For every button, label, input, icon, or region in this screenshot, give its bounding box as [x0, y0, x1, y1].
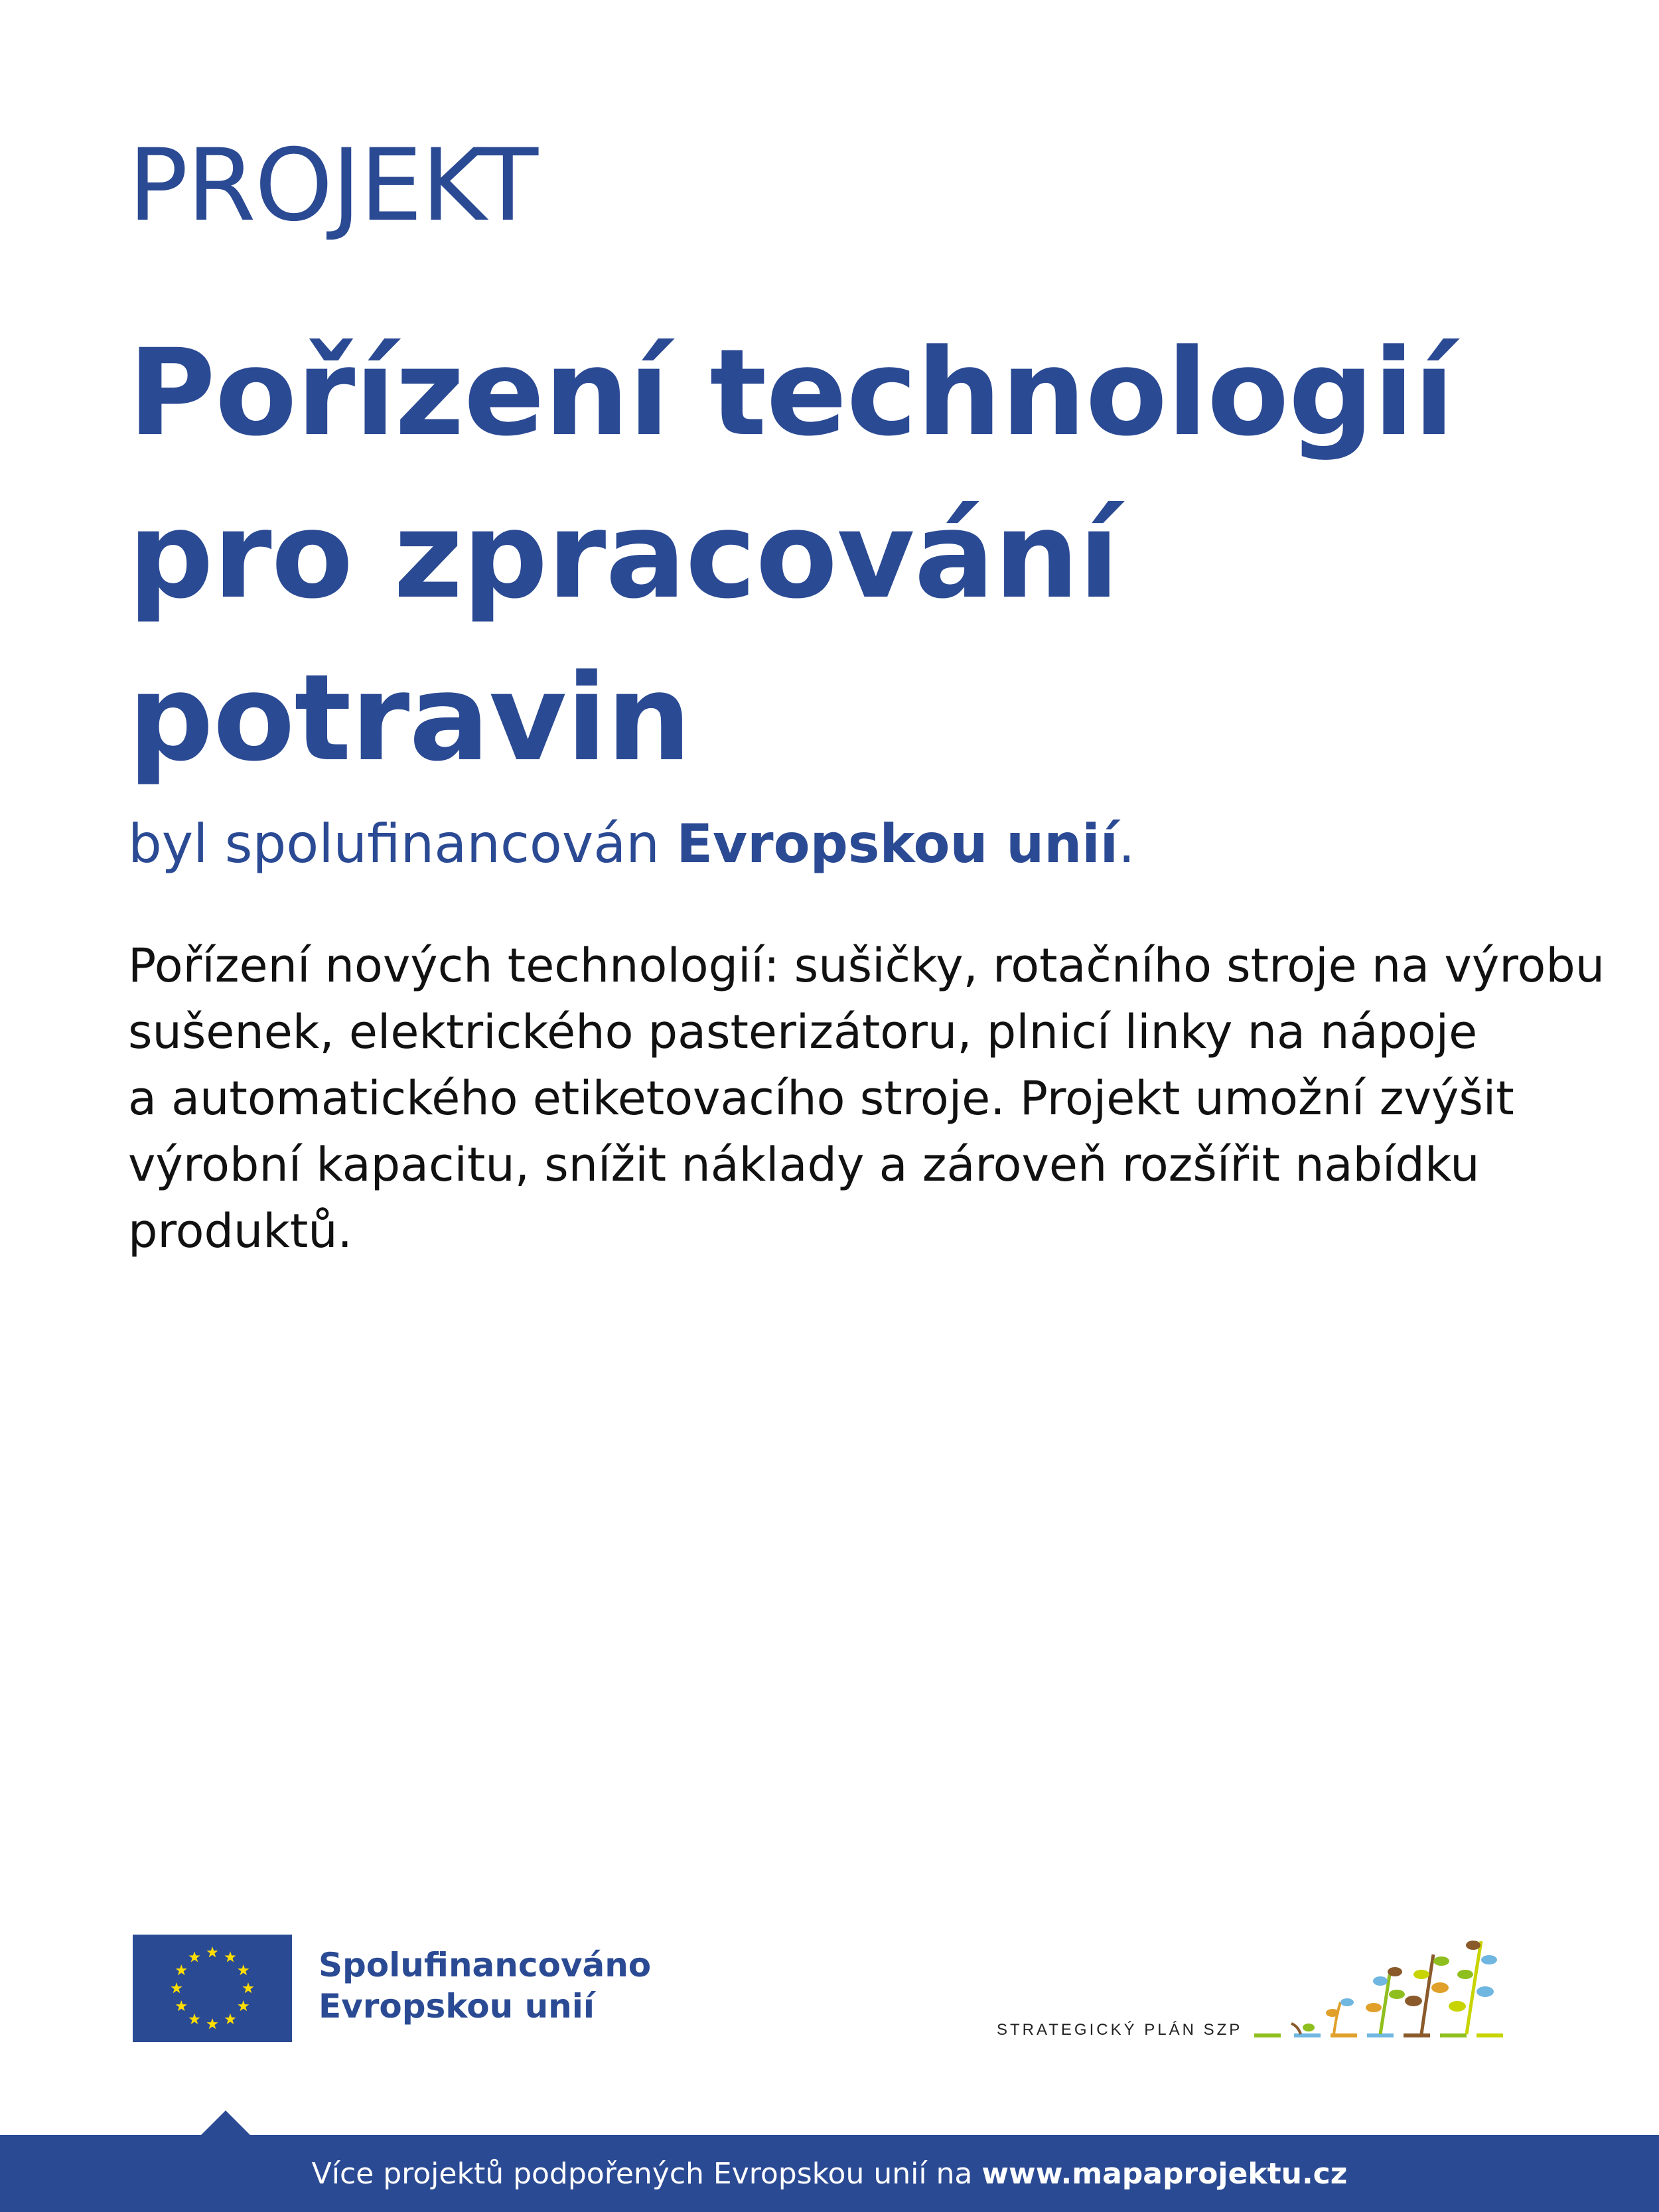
description-line: výrobní kapacitu, snížit náklady a zároveň rozšířit nabídku — [128, 1138, 1480, 1192]
eu-star-icon — [188, 2014, 200, 2024]
title-line: pro zpracování — [128, 486, 1119, 625]
eu-star-icon — [238, 2000, 249, 2011]
cofinancing-prefix: byl spolufinancován — [128, 813, 677, 875]
cofinancing-bold: Evropskou unií — [676, 813, 1119, 875]
project-title — [128, 312, 1555, 800]
cofinancing-statement — [128, 813, 1135, 875]
eu-label-line: Spolufinancováno — [319, 1946, 652, 1984]
footer-text: Více projektů podpořených Evropskou unií na — [311, 2156, 973, 2191]
project-kicker: PROJEKT — [128, 128, 538, 244]
eu-star-icon — [176, 2000, 187, 2011]
cofinancing-suffix: . — [1118, 813, 1135, 875]
eu-star-icon — [224, 2014, 236, 2024]
eu-star-icon — [238, 1964, 249, 1975]
eu-star-icon — [224, 1951, 236, 1962]
eu-cofinancing-label — [319, 1945, 651, 2027]
title-line: Pořízení technologií — [128, 324, 1454, 463]
footer-pointer — [200, 2110, 251, 2136]
szp-plants-icon — [1248, 1928, 1513, 2047]
eu-star-icon — [188, 1951, 200, 1962]
eu-star-icon — [206, 1947, 218, 1957]
eu-star-icon — [206, 2018, 218, 2029]
eu-label-line: Evropskou unií — [319, 1987, 595, 2026]
eu-star-icon — [171, 1982, 182, 1993]
footer-link[interactable]: www.mapaprojektu.cz — [981, 2156, 1348, 2191]
description-line: a automatického etiketovacího stroje. Projekt umožní zvýšit — [128, 1071, 1514, 1126]
description-line: Pořízení nových technologií: sušičky, rotačního stroje na výrobu — [128, 938, 1605, 993]
eu-star-icon — [242, 1982, 253, 1993]
description-line: produktů. — [128, 1204, 352, 1258]
eu-star-icon — [176, 1964, 187, 1975]
szp-label: STRATEGICKÝ PLÁN SZP — [997, 2021, 1243, 2039]
title-line: potravin — [128, 649, 691, 788]
footer-bar — [0, 2135, 1659, 2212]
eu-flag-icon — [133, 1935, 292, 2042]
description-line: sušenek, elektrického pasterizátoru, plnicí linky na nápoje — [128, 1005, 1478, 1059]
project-description — [128, 932, 1605, 1264]
eu-stars — [133, 1935, 292, 2042]
